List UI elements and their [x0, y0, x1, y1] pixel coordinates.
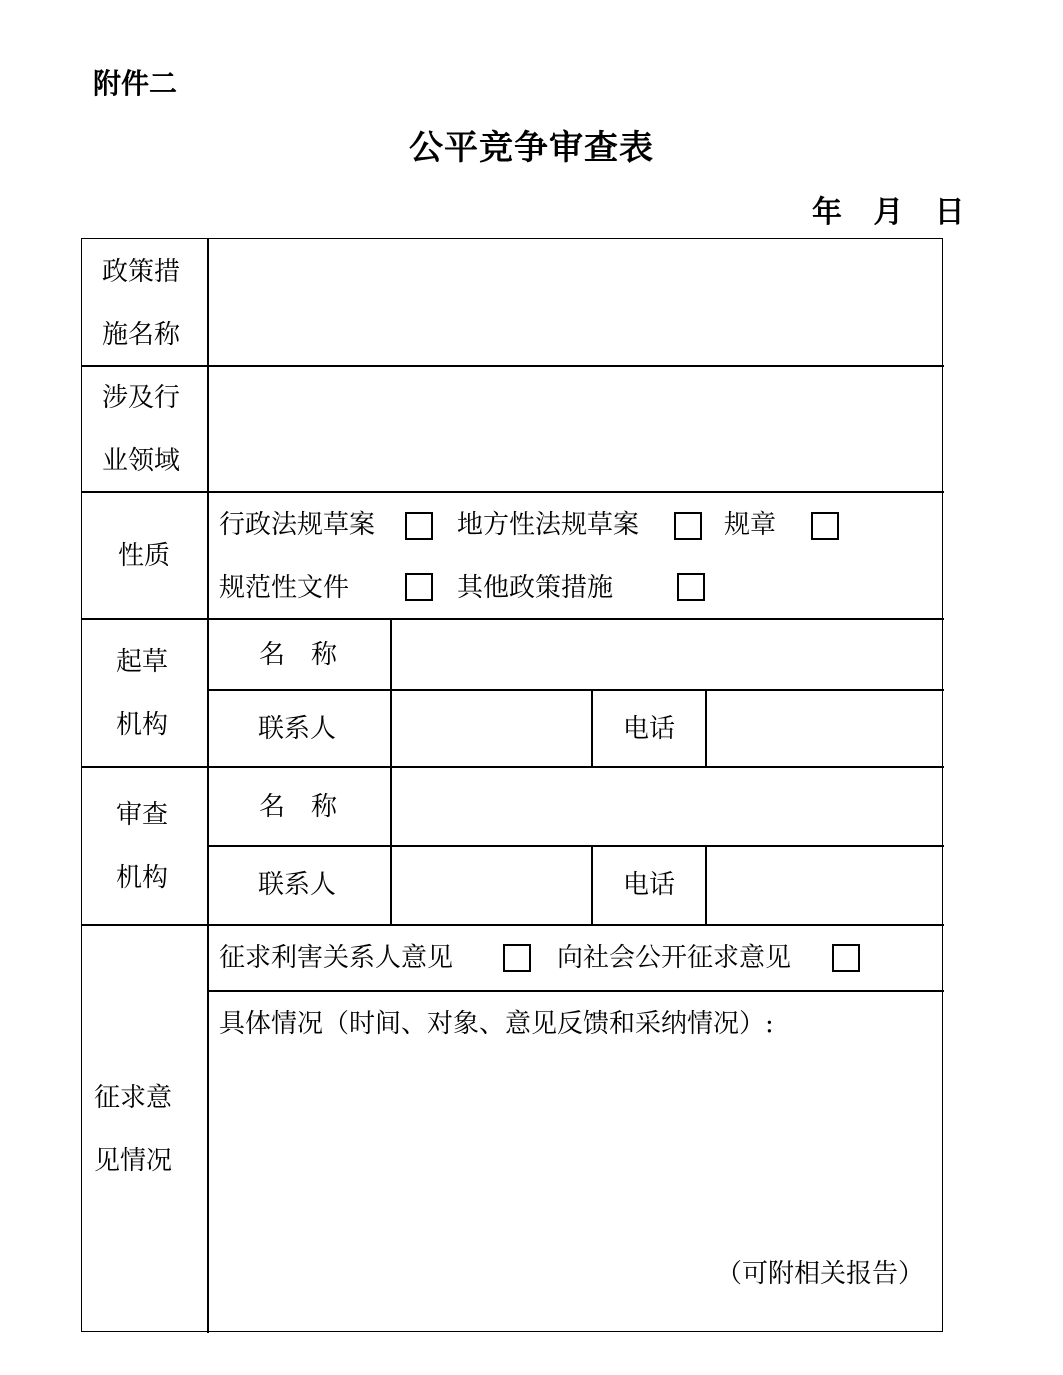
row-divider: [208, 990, 944, 992]
nature-option-label: 其他政策措施: [457, 573, 614, 603]
review-name-label: 名 称: [259, 792, 338, 822]
industry-label-line1: 涉及行: [102, 383, 181, 413]
row-divider: [82, 618, 944, 620]
attach-report-note: （可附相关报告）: [716, 1259, 925, 1289]
column-divider: [591, 845, 593, 924]
review-agency-label-line2: 机构: [116, 863, 169, 893]
attachment-label: 附件二: [93, 67, 178, 100]
drafting-phone-field[interactable]: [711, 694, 938, 762]
column-divider: [390, 618, 392, 924]
nature-label: 性质: [118, 541, 171, 571]
consultation-option-label: 征求利害关系人意见: [219, 943, 454, 973]
drafting-contact-label: 联系人: [258, 714, 337, 744]
drafting-name-label: 名 称: [259, 640, 338, 670]
policy-name-field[interactable]: [212, 243, 938, 361]
nature-normative-document-checkbox[interactable]: [405, 573, 433, 601]
row-divider: [208, 689, 944, 691]
consult-public-checkbox[interactable]: [832, 944, 860, 972]
column-divider: [591, 689, 593, 766]
row-divider: [208, 845, 944, 847]
drafting-name-field[interactable]: [396, 623, 938, 685]
column-divider: [705, 845, 707, 924]
consultation-label-line1: 征求意: [94, 1083, 173, 1113]
policy-name-label-line1: 政策措: [102, 257, 181, 287]
drafting-phone-label: 电话: [623, 714, 676, 744]
review-name-field[interactable]: [396, 771, 938, 841]
row-divider: [82, 924, 944, 926]
review-form-table: [81, 238, 943, 1332]
consult-stakeholders-checkbox[interactable]: [503, 944, 531, 972]
label-column-divider: [207, 239, 209, 1333]
review-phone-label: 电话: [623, 870, 676, 900]
consultation-details-label: 具体情况（时间、对象、意见反馈和采纳情况）:: [219, 1009, 774, 1039]
review-phone-field[interactable]: [711, 850, 938, 920]
policy-name-label-line2: 施名称: [102, 320, 181, 350]
industry-field[interactable]: [212, 369, 938, 487]
page-title: 公平竞争审查表: [409, 128, 654, 168]
date-line: 年 月 日: [812, 195, 965, 230]
consultation-label-line2: 见情况: [94, 1146, 173, 1176]
row-divider: [82, 766, 944, 768]
row-divider: [82, 365, 944, 367]
nature-option-label: 地方性法规草案: [457, 510, 640, 540]
drafting-contact-field[interactable]: [396, 694, 586, 762]
nature-option-label: 行政法规草案: [219, 510, 376, 540]
nature-option-label: 规章: [724, 510, 777, 540]
nature-other-measures-checkbox[interactable]: [677, 573, 705, 601]
drafting-agency-label-line2: 机构: [116, 710, 169, 740]
drafting-agency-label-line1: 起草: [116, 647, 169, 677]
nature-option-label: 规范性文件: [219, 573, 350, 603]
nature-rules-checkbox[interactable]: [811, 512, 839, 540]
column-divider: [705, 689, 707, 766]
review-agency-label-line1: 审查: [116, 800, 169, 830]
nature-administrative-regulation-checkbox[interactable]: [405, 512, 433, 540]
consultation-details-field[interactable]: [212, 1045, 938, 1241]
row-divider: [82, 491, 944, 493]
review-contact-field[interactable]: [396, 850, 586, 920]
consultation-option-label: 向社会公开征求意见: [557, 943, 792, 973]
industry-label-line2: 业领域: [102, 446, 181, 476]
review-contact-label: 联系人: [258, 870, 337, 900]
nature-local-regulation-checkbox[interactable]: [674, 512, 702, 540]
